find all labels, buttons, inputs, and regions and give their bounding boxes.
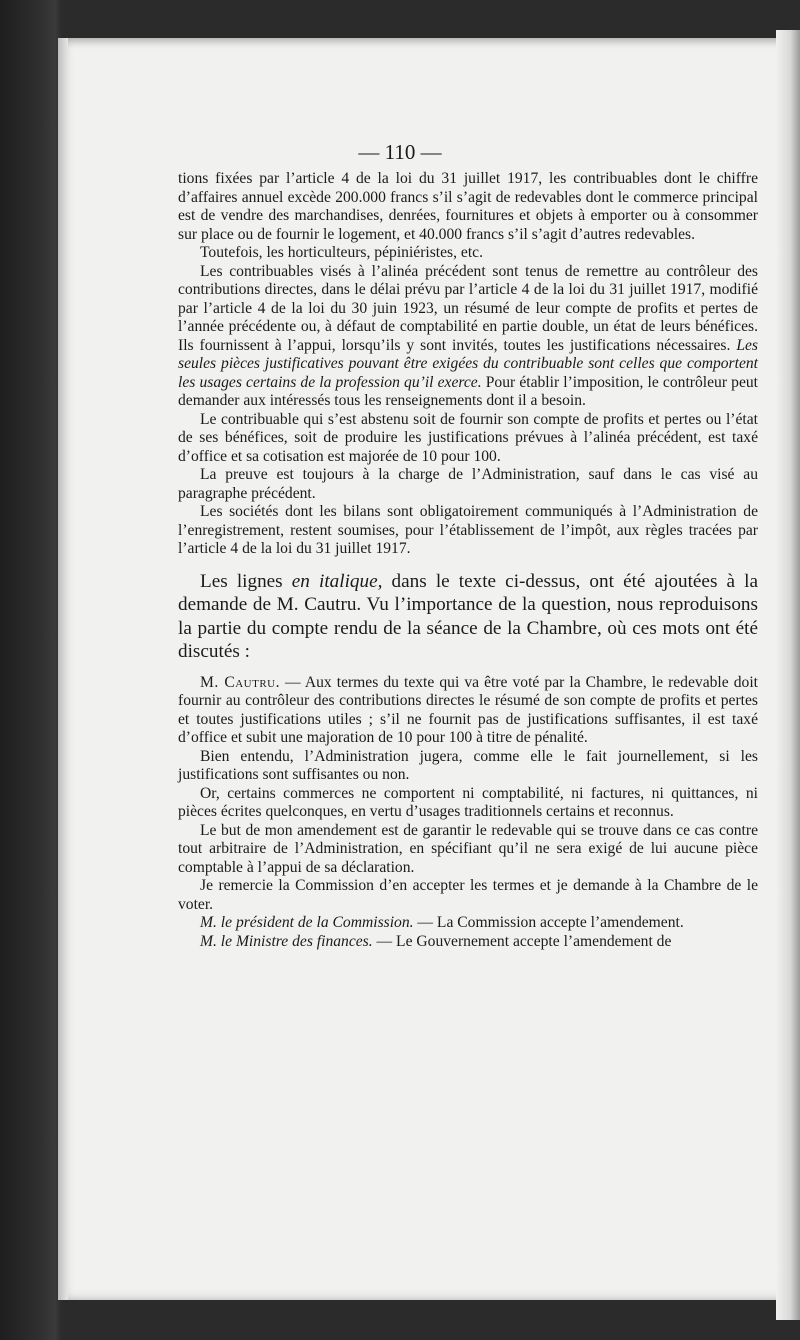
speech-text: — Le Gouvernement accepte l’amendement de [372, 932, 672, 950]
page-number: — 110 — [358, 140, 442, 164]
debate-transcript [178, 674, 758, 952]
paragraph: Le contribuable qui s’est abstenu soit de fournir son compte de profits et pertes ou l’état de ses bénéfices, soit de produire les justifications prévues à l’alinéa précédent, est taxé d’office et sa cotisation est majorée de 10 pour 100. [178, 410, 758, 465]
debate-paragraph [178, 674, 758, 748]
page-body [178, 170, 758, 951]
commentary-text: Les lignes [200, 570, 292, 592]
law-text-block [178, 170, 758, 559]
page-gutter [58, 38, 68, 1300]
paragraph-text: Pour établir l’imposition, le contrôleur peut demander aux intéressés tous les renseignements dont il a besoin. [178, 373, 758, 409]
commentary-paragraph [178, 570, 758, 664]
speaker-name: M. le Ministre des finances. [200, 932, 373, 950]
paragraph-text: Les contribuables visés à l’alinéa précédent sont tenus de remettre au contrôleur des contributions directes, dans le délai prévu par l’article 4 de la loi du 31 juillet 1917, modifié par l’article 4 de la loi du 30 juin 1923, un résumé de leur compte de profits et pertes de l’année précédente ou, à défaut de comptabilité en partie double, un état de leurs bénéfices. Ils fournissent à l’appui, lorsqu’ils y sont invités, toutes les justifications nécessaires. [178, 262, 758, 354]
debate-paragraph: Or, certains commerces ne comportent ni comptabilité, ni factures, ni quittances, ni pièces écrites quelconques, en vertu d’usages traditionnels certains et reconnus. [178, 784, 758, 820]
paragraph: La preuve est toujours à la charge de l’Administration, sauf dans le cas visé au paragraphe précédent. [178, 466, 758, 502]
speaker-name: M. Cautru. [200, 673, 280, 691]
paragraph: tions fixées par l’article 4 de la loi du 31 juillet 1917, les contribuables dont le chiffre d’affaires annuel excède 200.000 francs s’il s’agit de redevables dont le commerce principal est de vendre des marchandises, denrées, fournitures et objets à emporter ou à consommer sur place ou de fournir le logement, et 40.000 francs s’il s’agit d’autres redevables. [178, 170, 758, 243]
paragraph: Les sociétés dont les bilans sont obligatoirement communiqués à l’Administration de l’enregistrement, restent soumises, pour l’établissement de l’impôt, aux règles tracées par l’article 4 de la loi du 31 juillet 1917. [178, 503, 758, 557]
italic-phrase: en italique, [291, 570, 383, 592]
speech-text: — Aux termes du texte qui va être voté par la Chambre, le redevable doit fournir au contrôleur des contributions directes le résumé de son compte de profits et pertes et toutes justifications utiles ; s’il ne fournit pas de justifications suffisantes, il est taxé d’office et subit une majoration de 10 pour 100 à titre de pénalité. [178, 673, 758, 746]
paragraph [178, 263, 758, 411]
debate-paragraph: Bien entendu, l’Administration jugera, comme elle le fait journellement, si les justifications sont suffisantes ou non. [178, 747, 758, 783]
speaker-name: M. le président de la Commission. [200, 914, 414, 931]
next-page-edge [776, 30, 800, 1320]
paragraph: Toutefois, les horticulteurs, pépiniéristes, etc. [200, 244, 483, 261]
commentary-text: dans le texte ci-dessus, ont été ajoutées à la demande de M. Cautru. Vu l’importance de la question, nous reproduisons la partie du compte rendu de la séance de la Chambre, où ces mots ont été discutés : [178, 570, 758, 662]
debate-paragraph [178, 914, 758, 933]
italic-added-text: Les seules pièces justificatives pouvant être exigées du contribuable sont celles que comportent les usages certains de la profession qu’il exerce. [178, 336, 758, 391]
commentary-block [178, 570, 758, 664]
debate-paragraph: Je remercie la Commission d’en accepter les termes et je demande à la Chambre de le voter. [178, 877, 758, 913]
speech-text: — La Commission accepte l’amendement. [413, 914, 684, 931]
debate-paragraph [178, 933, 758, 952]
debate-paragraph: Le but de mon amendement est de garantir le redevable qui se trouve dans ce cas contre tout arbitraire de l’Administration, en spécifiant qu’il ne sera exigé de lui aucune pièce comptable à l’appui de sa déclaration. [178, 821, 758, 876]
